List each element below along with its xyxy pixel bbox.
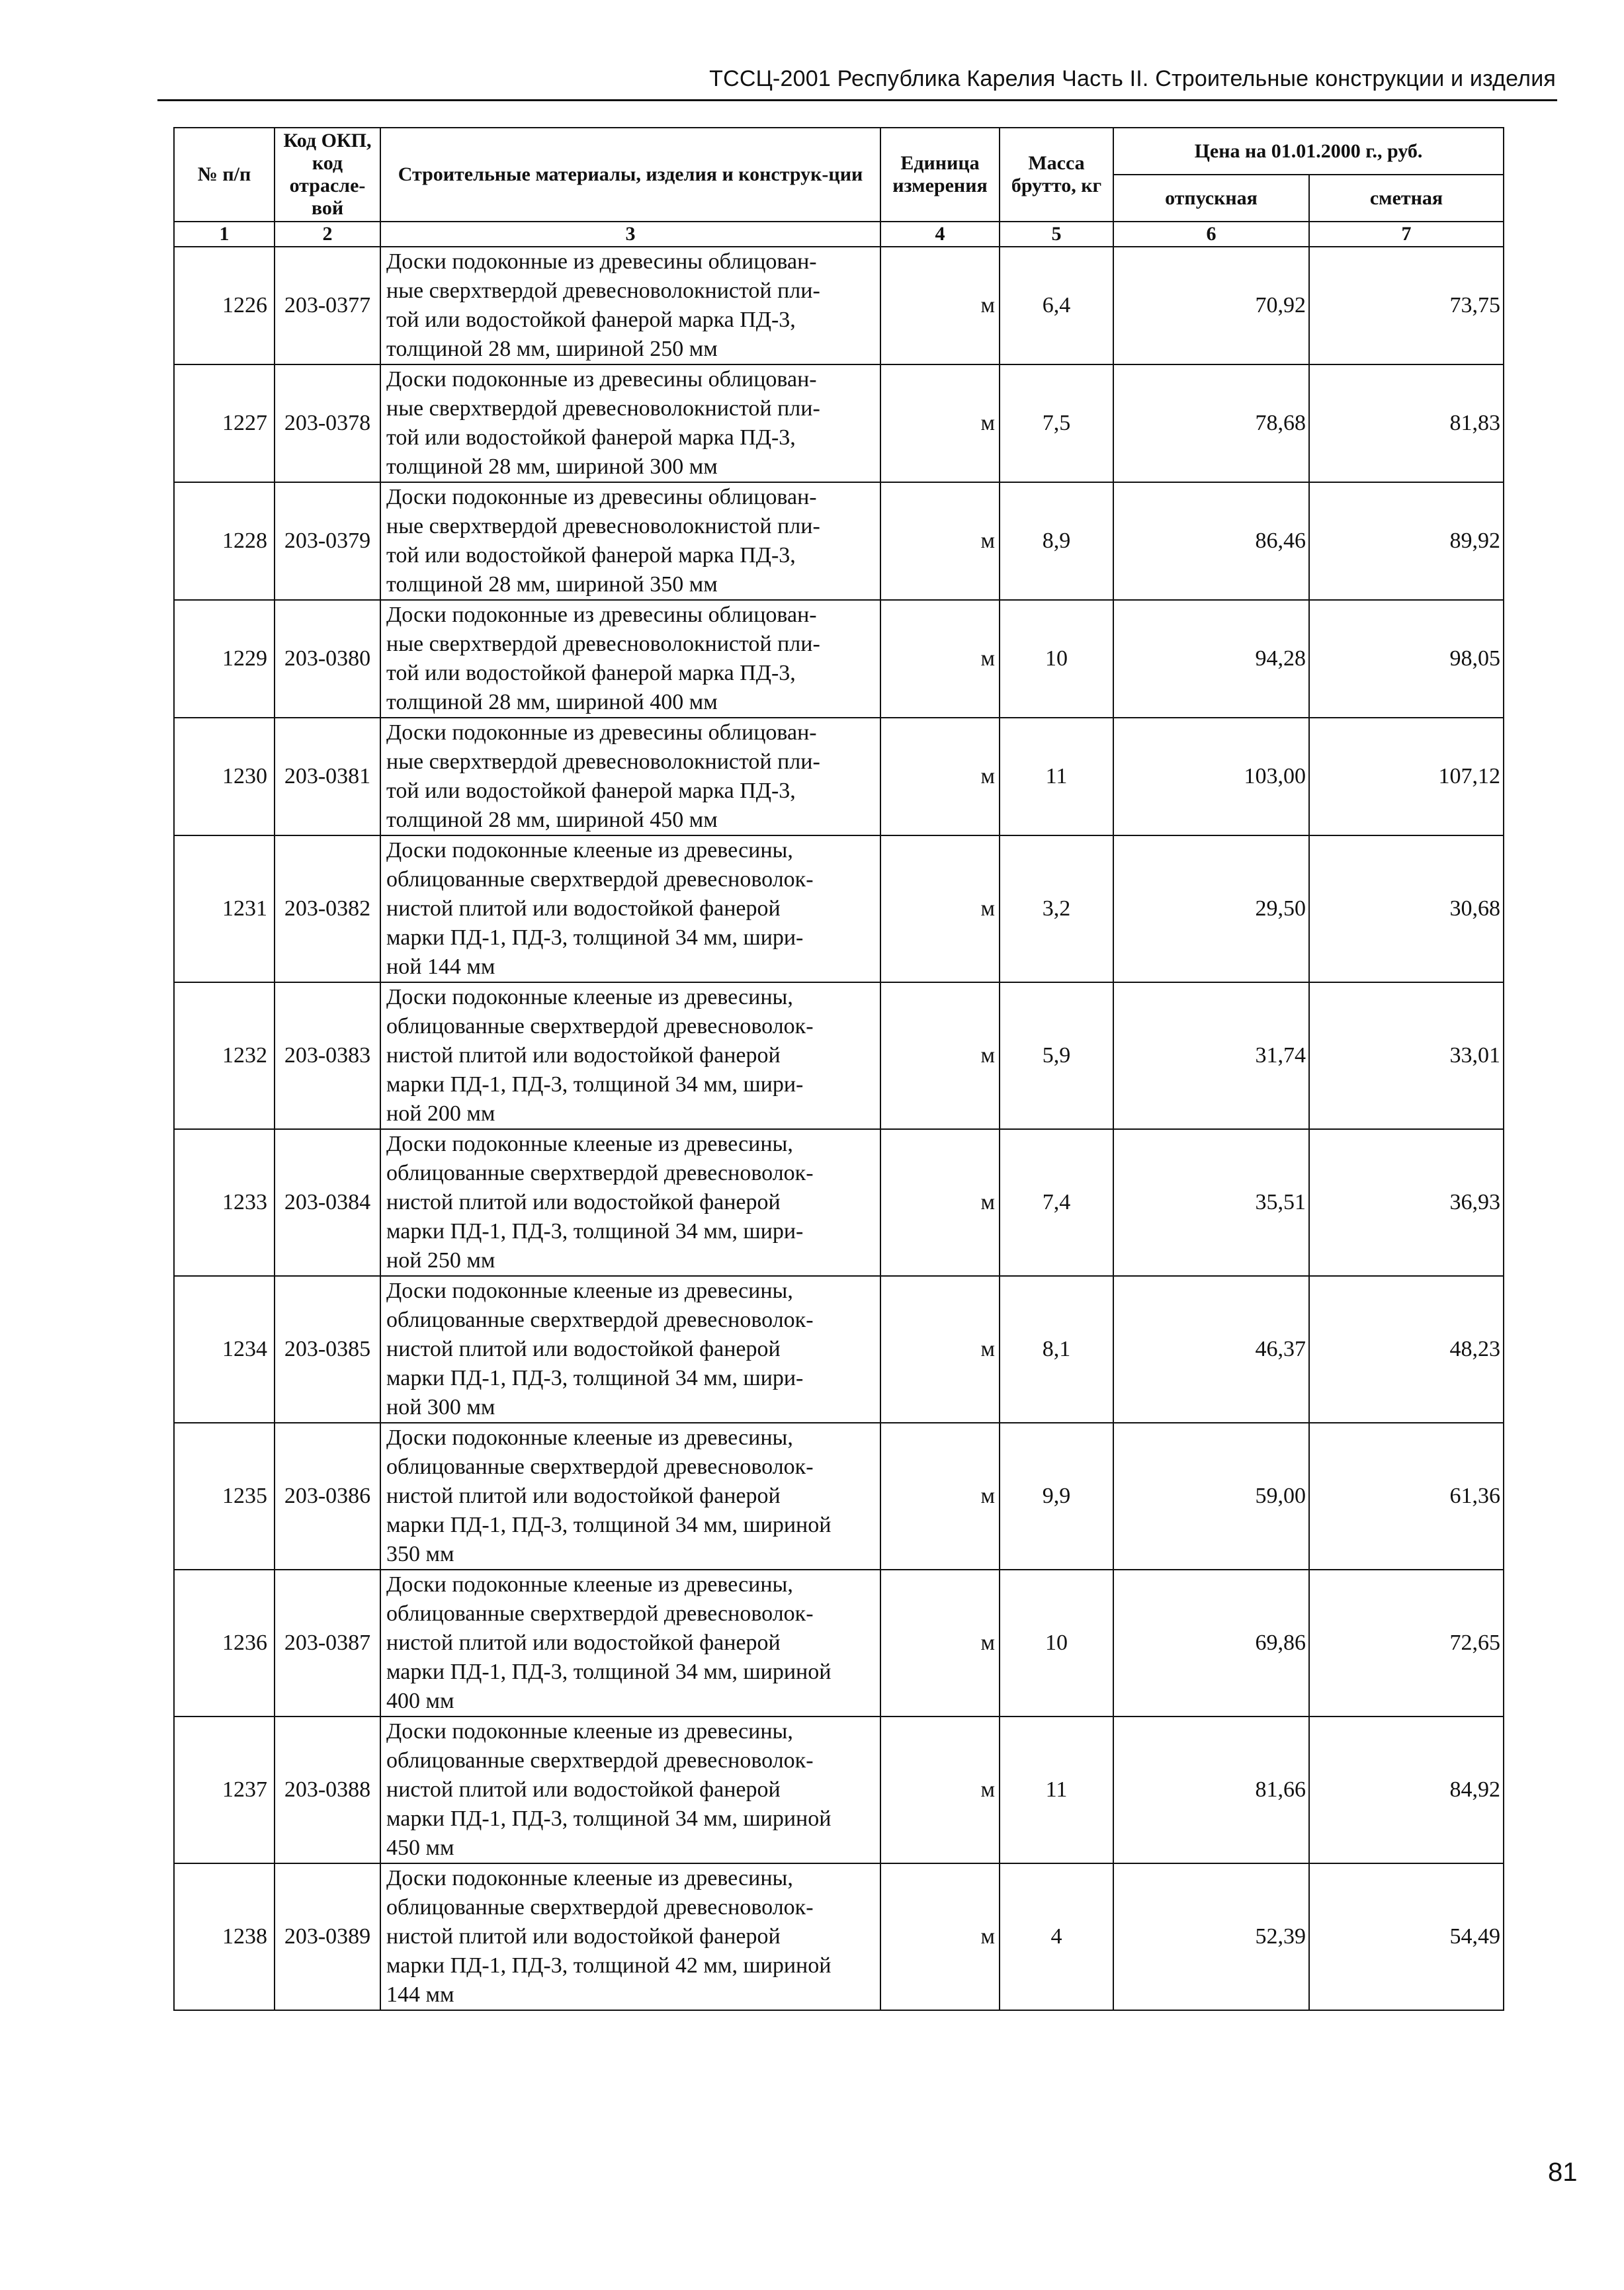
row-unit: м [880, 1423, 1000, 1570]
row-number: 1231 [174, 835, 275, 982]
table-row [174, 482, 1504, 600]
row-mass: 8,1 [1000, 1276, 1113, 1423]
description-line: Доски подоконные из древесины облицован- [386, 485, 817, 509]
column-number: 5 [1000, 222, 1113, 247]
description-line: той или водостойкой фанерой марка ПД-3, [386, 779, 796, 803]
row-number: 1227 [174, 364, 275, 482]
row-price-release: 81,66 [1113, 1717, 1309, 1863]
row-price-estimate: 48,23 [1309, 1276, 1504, 1423]
row-unit: м [880, 600, 1000, 718]
description-line: облицованные сверхтвердой древесноволок- [386, 1895, 814, 1920]
row-mass: 11 [1000, 718, 1113, 835]
row-number: 1233 [174, 1129, 275, 1276]
row-code: 203-0389 [275, 1863, 380, 2010]
row-number: 1234 [174, 1276, 275, 1423]
row-price-release: 31,74 [1113, 982, 1309, 1129]
description-line: марки ПД-1, ПД-3, толщиной 42 мм, шириной [386, 1953, 832, 1978]
description-line: ной 250 мм [386, 1248, 495, 1273]
row-price-estimate: 107,12 [1309, 718, 1504, 835]
row-code: 203-0378 [275, 364, 380, 482]
price-table [173, 127, 1504, 2011]
row-price-release: 94,28 [1113, 600, 1309, 718]
row-price-release: 59,00 [1113, 1423, 1309, 1570]
row-price-estimate: 89,92 [1309, 482, 1504, 600]
header-mass: Масса брутто, кг [1000, 128, 1113, 222]
row-mass: 5,9 [1000, 982, 1113, 1129]
description-line: марки ПД-1, ПД-3, толщиной 34 мм, шириной [386, 1806, 832, 1831]
table-row [174, 1717, 1504, 1863]
row-description [380, 1423, 880, 1570]
row-description [380, 1717, 880, 1863]
row-code: 203-0385 [275, 1276, 380, 1423]
row-code: 203-0377 [275, 247, 380, 364]
description-line: Доски подоконные клееные из древесины, [386, 1425, 793, 1450]
row-unit: м [880, 1863, 1000, 2010]
description-line: марки ПД-1, ПД-3, толщиной 34 мм, шири- [386, 1072, 804, 1097]
description-line: нистой плитой или водостойкой фанерой [386, 1043, 781, 1068]
row-price-release: 86,46 [1113, 482, 1309, 600]
row-unit: м [880, 364, 1000, 482]
column-number: 7 [1309, 222, 1504, 247]
description-line: нистой плитой или водостойкой фанерой [386, 1631, 781, 1655]
description-line: нистой плитой или водостойкой фанерой [386, 1190, 781, 1214]
description-line: ные сверхтвердой древесноволокнистой пли- [386, 278, 820, 303]
header-name: Строительные материалы, изделия и конструк-ции [380, 128, 880, 222]
description-line: ные сверхтвердой древесноволокнистой пли- [386, 514, 820, 538]
description-line: нистой плитой или водостойкой фанерой [386, 1924, 781, 1949]
row-description [380, 1863, 880, 2010]
description-line: ные сверхтвердой древесноволокнистой пли- [386, 749, 820, 774]
row-price-estimate: 54,49 [1309, 1863, 1504, 2010]
row-description [380, 482, 880, 600]
row-mass: 9,9 [1000, 1423, 1113, 1570]
row-price-release: 69,86 [1113, 1570, 1309, 1717]
description-line: Доски подоконные клееные из древесины, [386, 1572, 793, 1597]
table-row [174, 1570, 1504, 1717]
row-unit: м [880, 982, 1000, 1129]
row-price-estimate: 61,36 [1309, 1423, 1504, 1570]
row-description [380, 835, 880, 982]
row-number: 1235 [174, 1423, 275, 1570]
row-price-release: 35,51 [1113, 1129, 1309, 1276]
row-price-estimate: 81,83 [1309, 364, 1504, 482]
table-row [174, 364, 1504, 482]
description-line: той или водостойкой фанерой марка ПД-3, [386, 661, 796, 685]
description-line: Доски подоконные клееные из древесины, [386, 1279, 793, 1303]
header-price-estimate: сметная [1309, 175, 1504, 222]
row-description [380, 1129, 880, 1276]
row-description [380, 247, 880, 364]
row-unit: м [880, 1276, 1000, 1423]
row-description [380, 1276, 880, 1423]
description-line: толщиной 28 мм, шириной 300 мм [386, 454, 718, 479]
row-description [380, 718, 880, 835]
row-number: 1238 [174, 1863, 275, 2010]
table-row [174, 835, 1504, 982]
row-number: 1228 [174, 482, 275, 600]
row-code: 203-0386 [275, 1423, 380, 1570]
description-line: ные сверхтвердой древесноволокнистой пли- [386, 632, 820, 656]
header-price-release: отпускная [1113, 175, 1309, 222]
description-line: нистой плитой или водостойкой фанерой [386, 1484, 781, 1508]
header-rule [157, 99, 1557, 101]
row-price-estimate: 33,01 [1309, 982, 1504, 1129]
row-price-estimate: 84,92 [1309, 1717, 1504, 1863]
row-unit: м [880, 1570, 1000, 1717]
column-number: 4 [880, 222, 1000, 247]
description-line: Доски подоконные из древесины облицован- [386, 603, 817, 627]
table-header [174, 128, 1504, 247]
description-line: той или водостойкой фанерой марка ПД-3, [386, 425, 796, 450]
row-unit: м [880, 1717, 1000, 1863]
table-row [174, 982, 1504, 1129]
row-number: 1237 [174, 1717, 275, 1863]
description-line: Доски подоконные из древесины облицован- [386, 720, 817, 745]
description-line: облицованные сверхтвердой древесноволок- [386, 1601, 814, 1626]
column-number: 2 [275, 222, 380, 247]
description-line: облицованные сверхтвердой древесноволок- [386, 1161, 814, 1185]
description-line: марки ПД-1, ПД-3, толщиной 34 мм, шириной [386, 1513, 832, 1537]
description-line: Доски подоконные клееные из древесины, [386, 1132, 793, 1156]
running-header: ТССЦ-2001 Республика Карелия Часть II. Строительные конструкции и изделия [709, 66, 1556, 91]
description-line: марки ПД-1, ПД-3, толщиной 34 мм, шири- [386, 1366, 804, 1390]
row-unit: м [880, 247, 1000, 364]
row-code: 203-0388 [275, 1717, 380, 1863]
row-description [380, 1570, 880, 1717]
row-unit: м [880, 482, 1000, 600]
description-line: Доски подоконные клееные из древесины, [386, 838, 793, 863]
row-mass: 11 [1000, 1717, 1113, 1863]
description-line: Доски подоконные из древесины облицован- [386, 367, 817, 392]
description-line: марки ПД-1, ПД-3, толщиной 34 мм, шири- [386, 1219, 804, 1244]
row-mass: 8,9 [1000, 482, 1113, 600]
description-line: марки ПД-1, ПД-3, толщиной 34 мм, шири- [386, 925, 804, 950]
row-code: 203-0382 [275, 835, 380, 982]
row-price-release: 29,50 [1113, 835, 1309, 982]
row-mass: 10 [1000, 1570, 1113, 1717]
table-row [174, 600, 1504, 718]
row-price-release: 78,68 [1113, 364, 1309, 482]
description-line: толщиной 28 мм, шириной 450 мм [386, 808, 718, 832]
row-unit: м [880, 718, 1000, 835]
page-number: 81 [1548, 2158, 1578, 2187]
table-body [174, 247, 1504, 2010]
description-line: Доски подоконные клееные из древесины, [386, 985, 793, 1009]
description-line: ной 200 мм [386, 1101, 495, 1126]
description-line: облицованные сверхтвердой древесноволок- [386, 867, 814, 892]
table-row [174, 1423, 1504, 1570]
description-line: ной 144 мм [386, 954, 495, 979]
description-line: нистой плитой или водостойкой фанерой [386, 1337, 781, 1361]
row-number: 1230 [174, 718, 275, 835]
row-price-estimate: 98,05 [1309, 600, 1504, 718]
row-mass: 7,4 [1000, 1129, 1113, 1276]
row-description [380, 364, 880, 482]
description-line: Доски подоконные из древесины облицован- [386, 249, 817, 274]
row-mass: 7,5 [1000, 364, 1113, 482]
row-code: 203-0384 [275, 1129, 380, 1276]
description-line: той или водостойкой фанерой марка ПД-3, [386, 543, 796, 568]
row-mass: 4 [1000, 1863, 1113, 2010]
description-line: нистой плитой или водостойкой фанерой [386, 1777, 781, 1802]
description-line: облицованные сверхтвердой древесноволок- [386, 1455, 814, 1479]
description-line: ные сверхтвердой древесноволокнистой пли- [386, 396, 820, 421]
row-code: 203-0379 [275, 482, 380, 600]
row-price-release: 46,37 [1113, 1276, 1309, 1423]
description-line: 450 мм [386, 1836, 454, 1860]
description-line: 350 мм [386, 1542, 454, 1566]
row-mass: 6,4 [1000, 247, 1113, 364]
row-price-release: 70,92 [1113, 247, 1309, 364]
description-line: толщиной 28 мм, шириной 400 мм [386, 690, 718, 714]
table-row [174, 718, 1504, 835]
description-line: 400 мм [386, 1689, 454, 1713]
table-row [174, 247, 1504, 364]
description-line: той или водостойкой фанерой марка ПД-3, [386, 308, 796, 332]
description-line: марки ПД-1, ПД-3, толщиной 34 мм, шириной [386, 1660, 832, 1684]
column-number: 1 [174, 222, 275, 247]
row-mass: 10 [1000, 600, 1113, 718]
column-number: 3 [380, 222, 880, 247]
description-line: облицованные сверхтвердой древесноволок- [386, 1748, 814, 1773]
description-line: облицованные сверхтвердой древесноволок- [386, 1308, 814, 1332]
description-line: нистой плитой или водостойкой фанерой [386, 896, 781, 921]
row-unit: м [880, 835, 1000, 982]
row-price-estimate: 36,93 [1309, 1129, 1504, 1276]
row-price-estimate: 30,68 [1309, 835, 1504, 982]
row-price-release: 103,00 [1113, 718, 1309, 835]
row-description [380, 600, 880, 718]
row-description [380, 982, 880, 1129]
table-row [174, 1129, 1504, 1276]
row-code: 203-0380 [275, 600, 380, 718]
table-row [174, 1276, 1504, 1423]
row-code: 203-0383 [275, 982, 380, 1129]
row-price-release: 52,39 [1113, 1863, 1309, 2010]
header-code: Код ОКП, код отрасле-вой [275, 128, 380, 222]
row-mass: 3,2 [1000, 835, 1113, 982]
description-line: облицованные сверхтвердой древесноволок- [386, 1014, 814, 1039]
row-code: 203-0381 [275, 718, 380, 835]
row-price-estimate: 72,65 [1309, 1570, 1504, 1717]
description-line: толщиной 28 мм, шириной 250 мм [386, 337, 718, 361]
row-price-estimate: 73,75 [1309, 247, 1504, 364]
description-line: Доски подоконные клееные из древесины, [386, 1866, 793, 1890]
row-number: 1229 [174, 600, 275, 718]
header-price-group: Цена на 01.01.2000 г., руб. [1113, 128, 1504, 175]
row-number: 1232 [174, 982, 275, 1129]
description-line: 144 мм [386, 1982, 454, 2007]
description-line: Доски подоконные клееные из древесины, [386, 1719, 793, 1744]
description-line: толщиной 28 мм, шириной 350 мм [386, 572, 718, 597]
row-number: 1226 [174, 247, 275, 364]
table-row [174, 1863, 1504, 2010]
header-no: № п/п [174, 128, 275, 222]
header-unit: Единица измерения [880, 128, 1000, 222]
column-number: 6 [1113, 222, 1309, 247]
row-code: 203-0387 [275, 1570, 380, 1717]
description-line: ной 300 мм [386, 1395, 495, 1420]
row-unit: м [880, 1129, 1000, 1276]
row-number: 1236 [174, 1570, 275, 1717]
